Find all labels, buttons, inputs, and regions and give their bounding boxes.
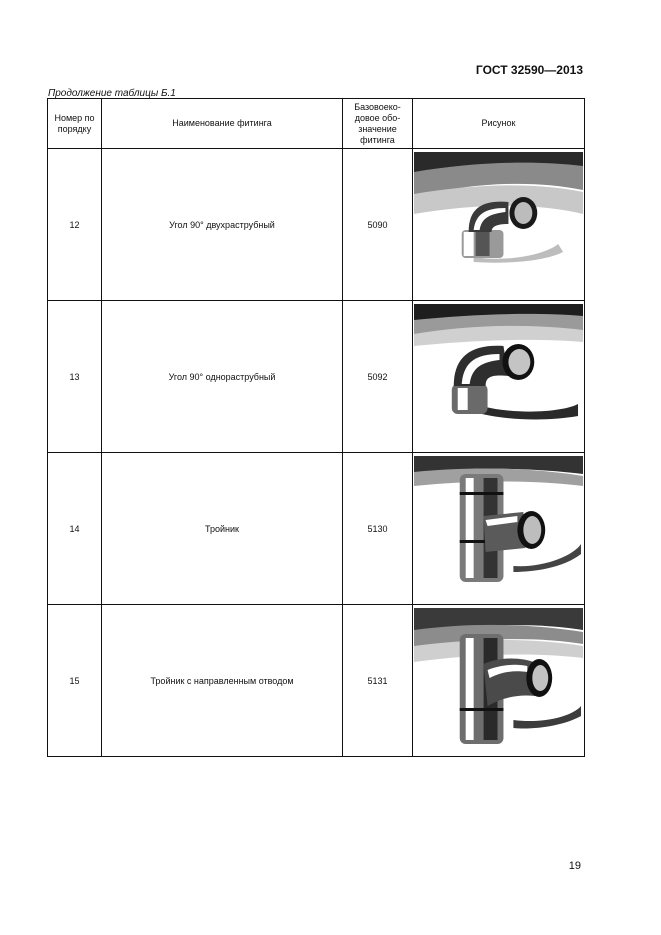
table-row: [48, 605, 585, 757]
elbow-double-socket-image: [414, 152, 583, 298]
standard-code: ГОСТ 32590—2013: [475, 63, 583, 77]
fitting-picture: [413, 149, 585, 301]
page-number: 19: [568, 860, 581, 872]
table-header-row: [48, 99, 585, 149]
tee-directed-image: [414, 608, 583, 754]
column-header-name: Наименование фитинга: [102, 99, 343, 149]
fitting-picture: [413, 301, 585, 453]
column-header-number: Номер по порядку: [48, 99, 102, 149]
row-number: 13: [48, 301, 102, 453]
column-header-code: Базовоеко-довое обо-значение фитинга: [343, 99, 413, 149]
fitting-code: 5130: [343, 453, 413, 605]
fitting-name: Угол 90° однораструбный: [102, 301, 343, 453]
fitting-picture: [413, 453, 585, 605]
fittings-table: [47, 98, 585, 757]
table-row: [48, 453, 585, 605]
row-number: 12: [48, 149, 102, 301]
elbow-single-socket-image: [414, 304, 583, 450]
fitting-name: Тройник с направленным отводом: [102, 605, 343, 757]
table-caption: Продолжение таблицы Б.1: [48, 88, 176, 99]
fitting-code: 5090: [343, 149, 413, 301]
fitting-name: Тройник: [102, 453, 343, 605]
row-number: 15: [48, 605, 102, 757]
fitting-code: 5131: [343, 605, 413, 757]
table-row: [48, 149, 585, 301]
fitting-code: 5092: [343, 301, 413, 453]
fitting-picture: [413, 605, 585, 757]
row-number: 14: [48, 453, 102, 605]
fitting-name: Угол 90° двухраструбный: [102, 149, 343, 301]
table-row: [48, 301, 585, 453]
column-header-picture: Рисунок: [413, 99, 585, 149]
tee-image: [414, 456, 583, 602]
